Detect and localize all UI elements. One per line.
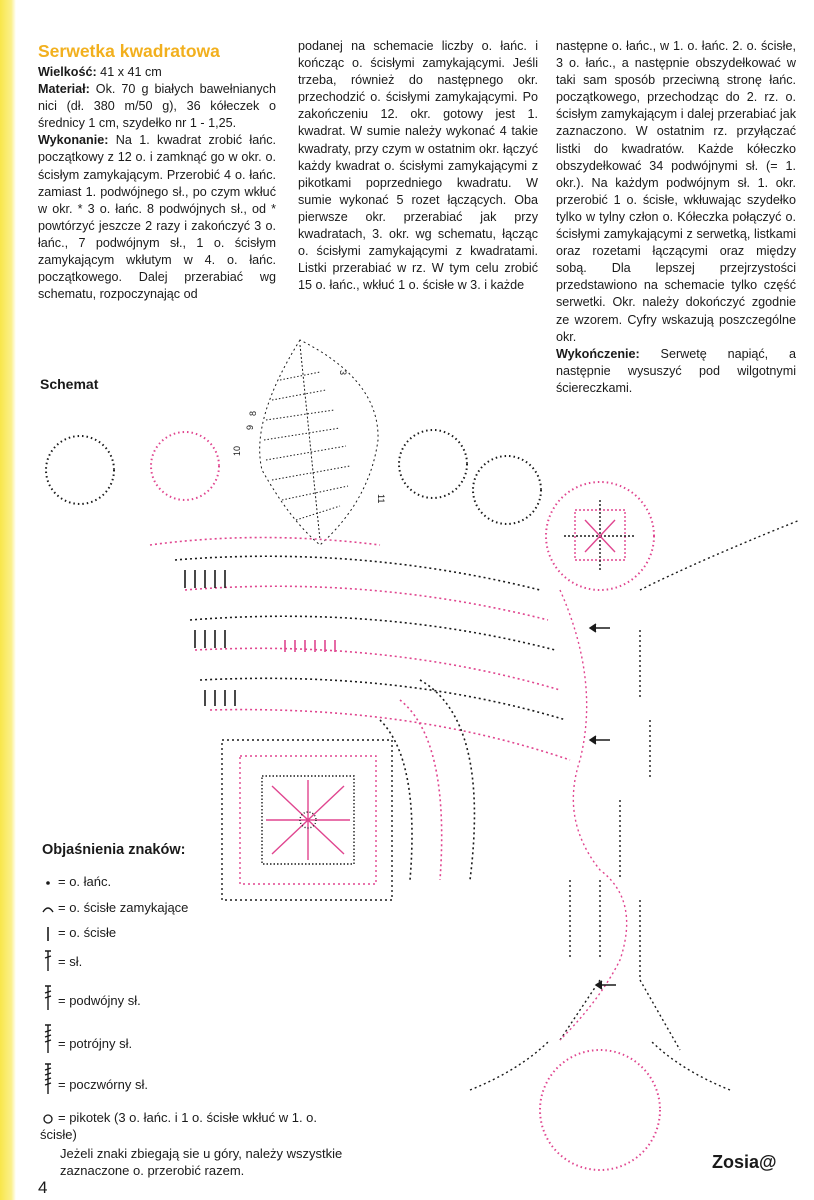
rosette-motif [564,500,636,572]
chain-dot-icon [40,875,58,891]
row-number-10: 10 [232,445,242,456]
row-number-3: 3 [338,370,348,376]
size-label: Wielkość: [38,65,97,79]
legend-item-single-crochet [40,925,116,942]
ring [473,456,541,524]
col3-text: następne o. łańc., w 1. o. łańc. 2. o. ścisłe, 3 o. łańc., a następnie obszydełkować w taki sam sposób przeciwną stronę łańc. początkowego, przechodząc do 2. rz. o. ścisłym zamykającym i dalej przerabiać jak zaznaczono. W ostatnim rz. przyłączać listki do kwadratów. Każde kółeczko obszydełkować 34 podwójnymi sł. (= 1. okr.). Na każdym podwójnym sł. 1. okr. przerobić 1 o. ścisłe, wkłuwając szydełko tylko w tylny człon o. Kółeczka połączyć o. ścisłymi zamykającymi z serwetką, listkami oraz rozetami łączącymi oraz między sobą. Dla lepszej przejrzystości przedstawiono na schemacie tylko część serwetki. Okr. należy dokończyć zgodnie ze wzorem. Cyfry wskazują poszczególne okr. [556,39,796,344]
single-crochet-bar-icon [40,926,58,942]
col2-text: podanej na schemacie liczby o. łańc. i kończąc o. ścisłymi zamykającymi. Jeśli trzeba, również do następnego okr. przechodzić o. ścisłymi zamykającymi. Po zakończeniu 12. okr. gotowy jest 1. kwadrat. W sumie należy wykonać 4 takie kwadraty, przy czym w ostatnim okr. łączyć każdy kwadrat o. ścisłymi zamykającymi z pikotkami poprzedniego kwadratu. W sumie wykonać 5 rozet łączących. Oba pierwsze okr. przerabiać jak przy kwadratach, 3. okr. wg schematu, łącząc o. ścisłymi zamykającymi z kwadratami. Listki przerabiać w rz. W tym celu zrobić 15 o. łańc., wkłuć 1 o. ścisłe w 3. i każde [298,39,538,293]
signature: Zosia@ [712,1152,777,1172]
row-number-9: 9 [245,424,255,430]
legend-item-treble [40,993,141,1010]
legend-item-double-crochet [40,954,82,971]
leaf-motif [260,340,378,545]
arc-rows [150,538,570,881]
work-value: Na 1. kwadrat zrobić łańc. początkowy z 12 o. i zamknąć go w okr. o. ścisłym zamykającym. Przerobić 4 o. łańc. zamiast 1. podwójnego sł., po czym wkłuć w okr. * 3 o. łańc. 8 podwójnych sł., od * powtórzyć jeszcze 2 razy i zakończyć 3 o. łańc., 7 podwójnym sł., 1 o. ścisłym zamykającym wkłutym w 4. o. łańc. początkowego. Dalej przerabiać wg schematu, rozpoczynając od [38,133,276,302]
ring [46,436,114,504]
ring-pink [540,1050,660,1170]
legend-text: = pikotek (3 o. łańc. i 1 o. ścisłe wkłuć w 1. o. ścisłe) [40,1110,318,1142]
finish-value: Serwetę napiąć, a następnie wysuszyć pod wilgotnymi ściereczkami. [556,346,796,395]
legend-text: = o. łańc. [58,874,112,889]
legend-title: Objaśnienia znaków: [42,842,186,858]
article-title: Serwetka kwadratowa [38,41,220,61]
connector-path [470,520,800,1090]
legend-text: = potrójny sł. [58,1036,133,1051]
legend-text: = o. ścisłe [58,925,117,940]
legend-text: = o. ścisłe zamykające [58,900,189,915]
material-label: Materiał: [38,82,90,97]
square-motif [222,740,392,900]
legend-text: = sł. [58,954,83,969]
treble-crochet-icon [40,994,58,1010]
slip-stitch-arc-icon [40,901,58,917]
legend-item-quadruple-treble [40,1077,148,1094]
legend-text: = poczwórny sł. [58,1077,148,1092]
page-number: 4 [38,1178,48,1197]
legend-item-slip-stitch [40,900,188,917]
row-number-8: 8 [248,410,258,416]
stitch-marks [185,570,335,706]
work-label: Wykonanie: [38,133,109,148]
ring [399,430,467,498]
rings-top [46,430,660,1170]
size-value: 41 x 41 cm [96,65,162,79]
legend-text: = podwójny sł. [58,993,141,1008]
legend-item-triple-treble [40,1036,132,1053]
row-number-11: 11 [376,494,386,504]
finish-label: Wykończenie: [556,346,640,361]
material-value: Ok. 70 g białych bawełnianych nici (dł. 380 m/50 g), 36 kółeczek o średnicy 1 cm, szydełko nr 1 - 1,25. [38,82,276,131]
picot-circle-icon [40,1111,58,1127]
legend-item-picot [40,1110,340,1143]
double-crochet-icon [40,955,58,971]
schema-label: Schemat [40,376,99,392]
quadruple-treble-icon [40,1078,58,1094]
triple-treble-icon [40,1037,58,1053]
ring-pink [151,432,219,500]
legend-note: Jeżeli znaki zbiegają sie u góry, należy wszystkie zaznaczone o. przerobić razem. [60,1146,343,1178]
legend-item-chain [40,874,111,891]
arrows [590,624,616,989]
